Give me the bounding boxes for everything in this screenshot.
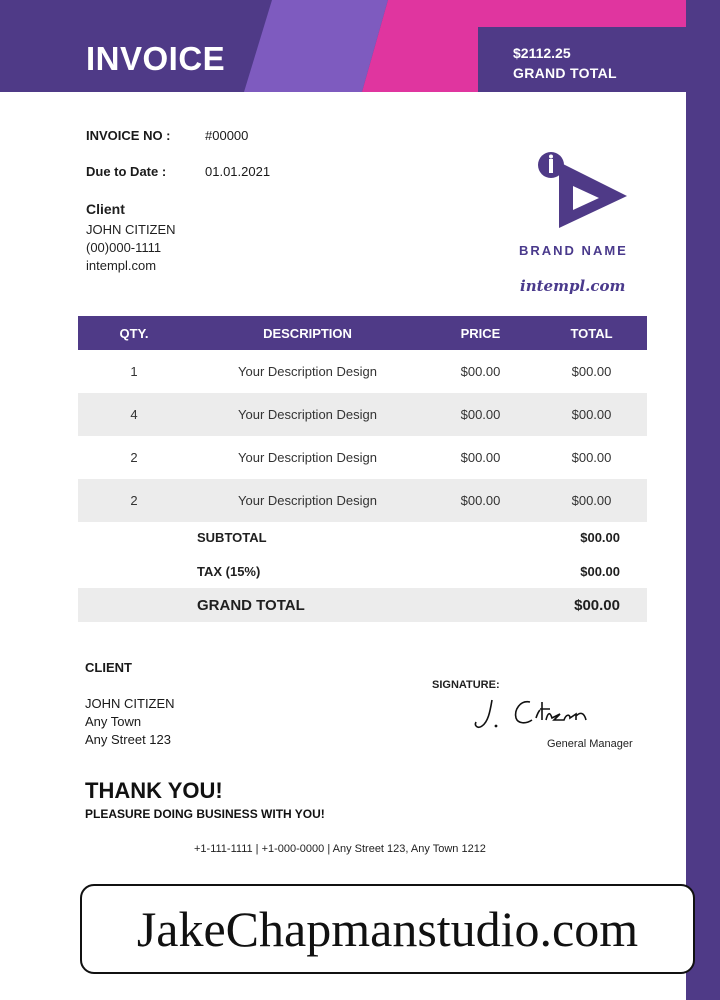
invoice-no-row	[86, 128, 171, 143]
header-grand-total-amount: $2112.25	[513, 45, 571, 61]
footer-client-street: Any Street 123	[85, 732, 171, 747]
client-phone: (00)000-1111	[86, 240, 162, 255]
items-table	[78, 316, 647, 522]
footer-client-block	[85, 659, 175, 749]
row-description: Your Description Design	[238, 493, 377, 508]
thank-you-heading: THANK YOU!	[85, 778, 223, 803]
client-name: JOHN CITIZEN	[86, 222, 176, 237]
brand-logo	[515, 150, 635, 240]
table-header	[78, 316, 647, 350]
pleasure-text: PLEASURE DOING BUSINESS WITH YOU!	[85, 807, 325, 821]
subtotal-label: SUBTOTAL	[197, 529, 267, 545]
invoice-no-value: #00000	[205, 128, 249, 143]
footer-client-town: Any Town	[85, 714, 142, 729]
signature-image	[470, 692, 610, 734]
table-row	[78, 436, 647, 479]
grand-total-row	[78, 588, 647, 622]
footer-client-name: JOHN CITIZEN	[85, 696, 175, 711]
row-qty: 2	[130, 450, 138, 465]
header-total: TOTAL	[570, 325, 613, 341]
row-price: $00.00	[460, 493, 501, 508]
row-qty: 1	[130, 364, 138, 379]
table-row	[78, 350, 647, 393]
signature-label: SIGNATURE:	[432, 679, 500, 691]
subtotal-row	[78, 520, 647, 554]
grand-total-value: $00.00	[574, 596, 620, 614]
invoice-title: INVOICE	[86, 40, 226, 77]
row-price: $00.00	[460, 364, 501, 379]
client-heading: Client	[86, 201, 125, 217]
row-total: $00.00	[571, 407, 612, 422]
right-side-band	[686, 0, 720, 1000]
footer-client-heading: CLIENT	[85, 660, 132, 675]
subtotal-value: $00.00	[580, 529, 620, 545]
invoice-no-label: INVOICE NO :	[86, 128, 171, 143]
row-total: $00.00	[571, 493, 612, 508]
row-description: Your Description Design	[238, 407, 377, 422]
brand-name: BRAND NAME	[519, 243, 628, 258]
row-description: Your Description Design	[238, 450, 377, 465]
row-price: $00.00	[460, 450, 501, 465]
signature-role: General Manager	[547, 738, 633, 750]
due-date-value: 01.01.2021	[205, 164, 271, 179]
tax-label: TAX (15%)	[197, 563, 261, 579]
tax-value: $00.00	[580, 563, 620, 579]
header-qty: QTY.	[119, 325, 149, 341]
row-qty: 2	[130, 493, 138, 508]
table-row	[78, 393, 647, 436]
row-total: $00.00	[571, 364, 612, 379]
row-price: $00.00	[460, 407, 501, 422]
tax-row	[78, 554, 647, 588]
due-date-label: Due to Date :	[86, 164, 167, 179]
contact-line: +1-111-1111 | +1-000-0000 | Any Street 123, Any Town 1212	[194, 843, 486, 855]
play-triangle-icon	[538, 152, 627, 228]
row-total: $00.00	[571, 450, 612, 465]
header-description: DESCRIPTION	[263, 325, 352, 341]
header-price: PRICE	[460, 325, 501, 341]
due-date-row	[86, 164, 166, 179]
client-block	[86, 200, 176, 275]
row-qty: 4	[130, 407, 138, 422]
header-grand-total-label: GRAND TOTAL	[513, 65, 617, 81]
brand-url: intempl.com	[520, 277, 626, 295]
grand-total-label: GRAND TOTAL	[197, 596, 305, 614]
watermark-banner: JakeChapmanstudio.com	[80, 884, 695, 974]
table-row	[78, 479, 647, 522]
row-description: Your Description Design	[238, 364, 377, 379]
client-website: intempl.com	[86, 258, 157, 273]
